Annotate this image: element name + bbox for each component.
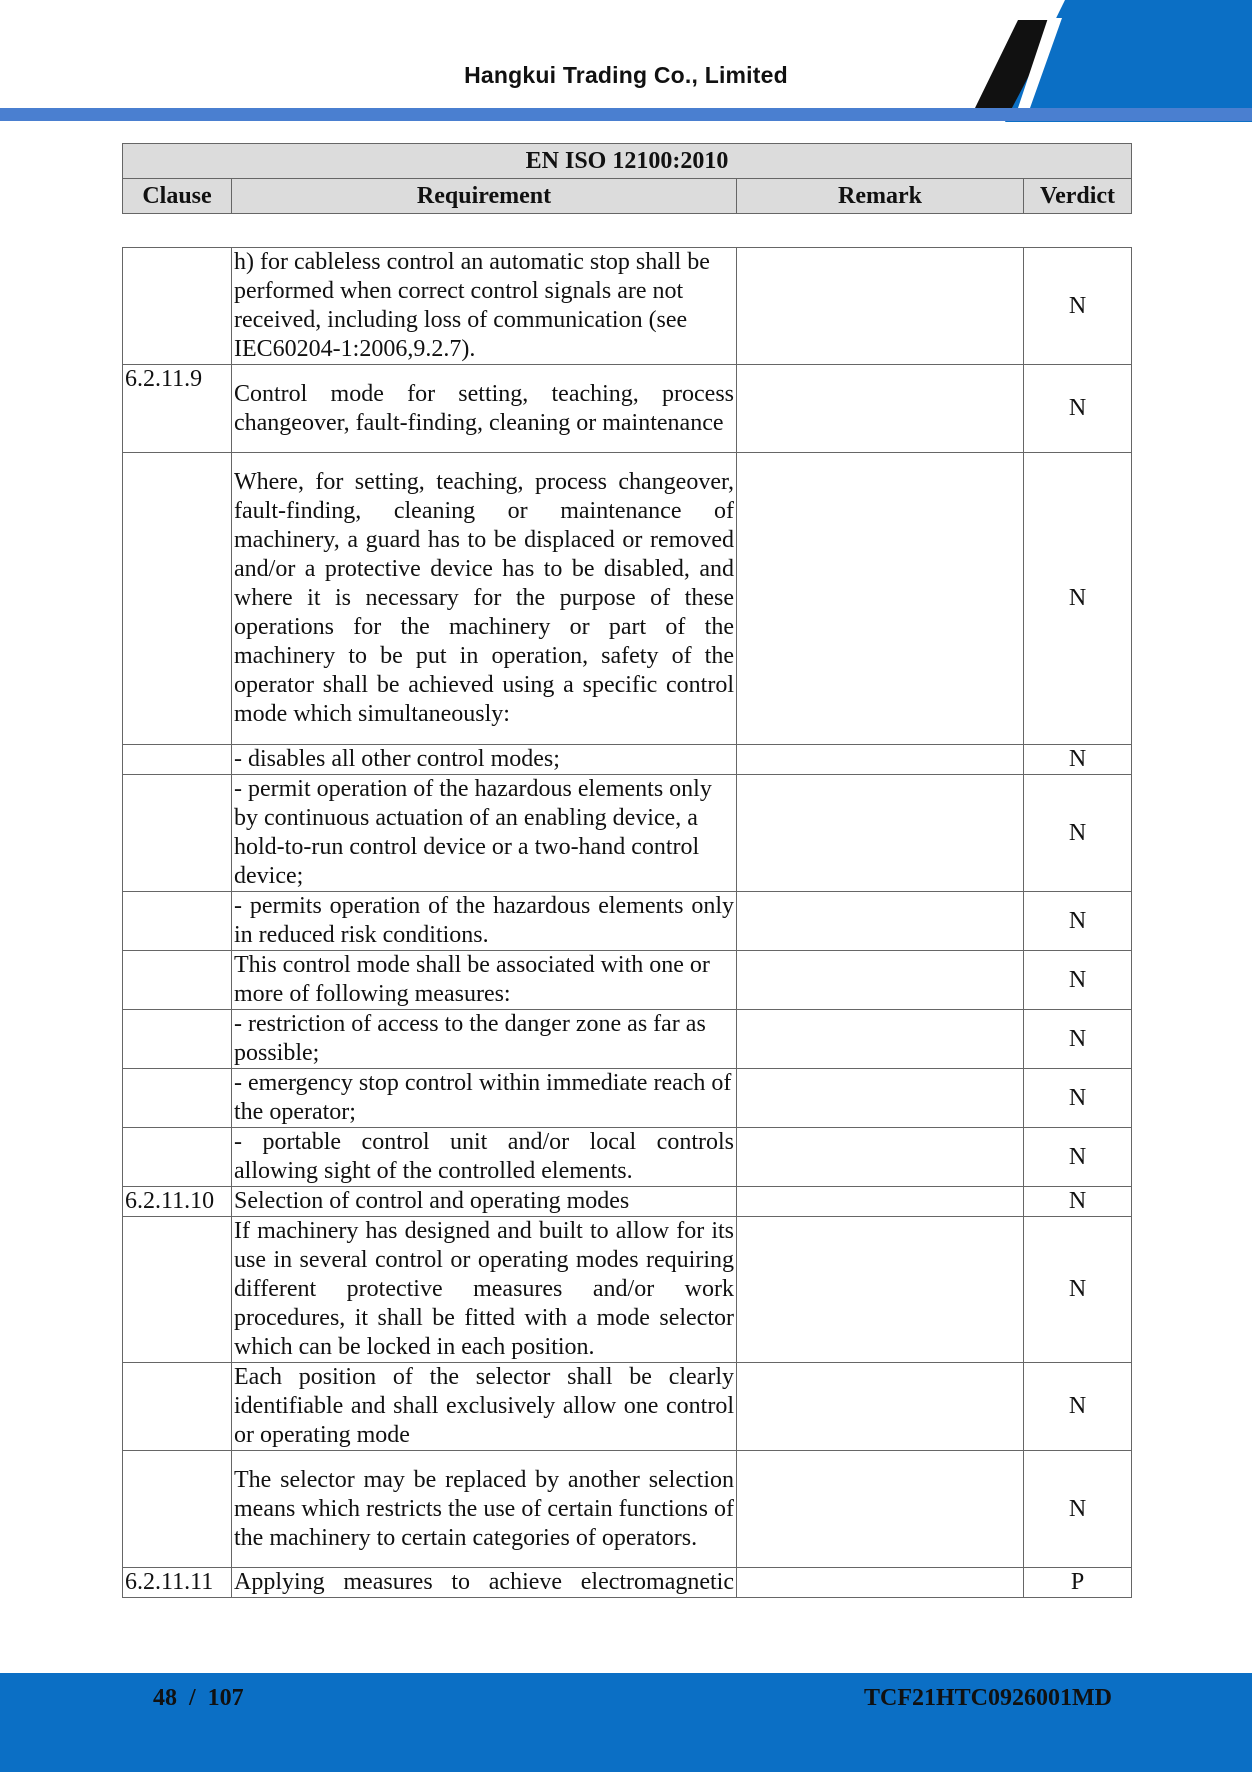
verdict-cell: N: [1024, 1363, 1132, 1451]
clause-cell: [123, 775, 232, 892]
requirement-cell: Control mode for setting, teaching, process changeover, fault-finding, cleaning or maintenance: [232, 365, 737, 453]
clause-cell: [123, 248, 232, 365]
verdict-cell: N: [1024, 1187, 1132, 1217]
requirement-cell: The selector may be replaced by another selection means which restricts the use of certain functions of the machinery to certain categories of operators.: [232, 1451, 737, 1568]
remark-cell: [737, 248, 1024, 365]
verdict-cell: N: [1024, 453, 1132, 745]
requirement-cell: Selection of control and operating modes: [232, 1187, 737, 1217]
clause-cell: [123, 1363, 232, 1451]
page-number: 48 / 107: [153, 1685, 244, 1711]
requirement-cell: If machinery has designed and built to allow for its use in several control or operating modes requiring different protective measures and/or work procedures, it shall be fitted with a mode selector which can be locked in each position.: [232, 1217, 737, 1363]
remark-cell: [737, 1010, 1024, 1069]
remark-cell: [737, 951, 1024, 1010]
requirement-cell: - emergency stop control within immediate reach of the operator;: [232, 1069, 737, 1128]
clause-cell: [123, 1451, 232, 1568]
table-row: [123, 892, 1132, 951]
table-row: [123, 745, 1132, 775]
remark-cell: [737, 1187, 1024, 1217]
requirement-cell: h) for cableless control an automatic stop shall be performed when correct control signals are not received, including loss of communication (see IEC60204-1:2006,9.2.7).: [232, 248, 737, 365]
table-row: [123, 1217, 1132, 1363]
verdict-cell: N: [1024, 951, 1132, 1010]
remark-cell: [737, 365, 1024, 453]
remark-cell: [737, 1568, 1024, 1598]
clause-cell: [123, 892, 232, 951]
clause-cell: [123, 951, 232, 1010]
remark-cell: [737, 1363, 1024, 1451]
clause-cell: 6.2.11.11: [123, 1568, 232, 1598]
column-header-clause: Clause: [123, 179, 232, 214]
requirement-cell: Applying measures to achieve electromagnetic: [232, 1568, 737, 1598]
verdict-cell: N: [1024, 892, 1132, 951]
table-row: [123, 1128, 1132, 1187]
clause-cell: [123, 453, 232, 745]
table-row: [123, 248, 1132, 365]
remark-cell: [737, 1451, 1024, 1568]
clause-cell: [123, 745, 232, 775]
standard-title: EN ISO 12100:2010: [123, 144, 1132, 179]
clause-cell: [123, 1010, 232, 1069]
verdict-cell: N: [1024, 365, 1132, 453]
requirement-cell: - permit operation of the hazardous elements only by continuous actuation of an enabling device, a hold-to-run control device or a two-hand control device;: [232, 775, 737, 892]
standard-header-table: [122, 143, 1132, 214]
column-header-remark: Remark: [737, 179, 1024, 214]
clause-cell: 6.2.11.9: [123, 365, 232, 453]
document-number: TCF21HTC0926001MD: [864, 1685, 1112, 1711]
column-header-verdict: Verdict: [1024, 179, 1132, 214]
remark-cell: [737, 1217, 1024, 1363]
remark-cell: [737, 1069, 1024, 1128]
verdict-cell: N: [1024, 1128, 1132, 1187]
column-header-requirement: Requirement: [232, 179, 737, 214]
requirement-cell: - portable control unit and/or local controls allowing sight of the controlled elements.: [232, 1128, 737, 1187]
requirement-cell: Where, for setting, teaching, process changeover, fault-finding, cleaning or maintenance of machinery, a guard has to be displaced or removed and/or a protective device has to be disabled, and where it is necessary for the purpose of these operations for the machinery or part of the machinery to be put in operation, safety of the operator shall be achieved using a specific control mode which simultaneously:: [232, 453, 737, 745]
clause-cell: [123, 1217, 232, 1363]
table-row: [123, 951, 1132, 1010]
header-band: [0, 108, 1252, 121]
clause-cell: 6.2.11.10: [123, 1187, 232, 1217]
verdict-cell: N: [1024, 775, 1132, 892]
remark-cell: [737, 775, 1024, 892]
table-row: [123, 775, 1132, 892]
requirement-cell: - permits operation of the hazardous elements only in reduced risk conditions.: [232, 892, 737, 951]
table-row: [123, 1568, 1132, 1598]
verdict-cell: N: [1024, 1451, 1132, 1568]
table-row: [123, 1010, 1132, 1069]
requirement-cell: Each position of the selector shall be clearly identifiable and shall exclusively allow one control or operating mode: [232, 1363, 737, 1451]
requirement-cell: - disables all other control modes;: [232, 745, 737, 775]
table-row: [123, 1451, 1132, 1568]
remark-cell: [737, 892, 1024, 951]
remark-cell: [737, 745, 1024, 775]
remark-cell: [737, 1128, 1024, 1187]
remark-cell: [737, 453, 1024, 745]
requirement-cell: - restriction of access to the danger zone as far as possible;: [232, 1010, 737, 1069]
table-row: [123, 365, 1132, 453]
table-row: [123, 1363, 1132, 1451]
verdict-cell: N: [1024, 745, 1132, 775]
table-row: [123, 453, 1132, 745]
company-name: Hangkui Trading Co., Limited: [464, 62, 788, 88]
verdict-cell: N: [1024, 248, 1132, 365]
clause-cell: [123, 1069, 232, 1128]
verdict-cell: N: [1024, 1069, 1132, 1128]
verdict-cell: N: [1024, 1010, 1132, 1069]
verdict-cell: P: [1024, 1568, 1132, 1598]
requirements-table: [122, 247, 1132, 1598]
table-row: [123, 1187, 1132, 1217]
table-row: [123, 1069, 1132, 1128]
clause-cell: [123, 1128, 232, 1187]
verdict-cell: N: [1024, 1217, 1132, 1363]
requirement-cell: This control mode shall be associated with one or more of following measures:: [232, 951, 737, 1010]
